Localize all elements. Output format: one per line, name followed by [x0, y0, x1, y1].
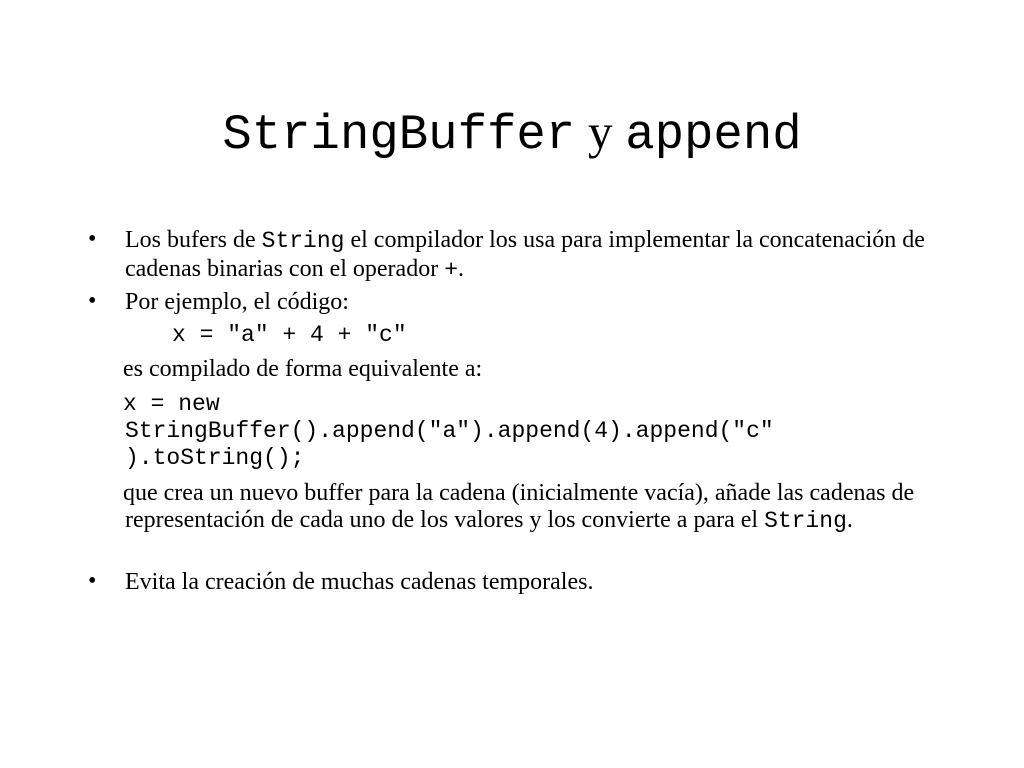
explanation-code: String — [764, 508, 847, 534]
bullet-text-3: Evita la creación de muchas cadenas temporales. — [125, 569, 594, 595]
code-example-line-1: x = new — [123, 391, 220, 417]
explanation-text: que crea un nuevo buffer para la cadena (inicialmente vacía), añade las cadenas de representación de cada uno de los valores y los convierte a para el — [123, 480, 915, 533]
bullet-1-text-start: Los bufers de — [125, 227, 262, 253]
bullet-marker-2: • — [88, 288, 97, 314]
bullet-1-text-end: . — [458, 256, 464, 282]
slide-title — [0, 100, 1024, 167]
bullet-marker-3: • — [88, 568, 97, 594]
code-example-short: x = "a" + 4 + "c" — [172, 322, 407, 348]
bullet-1-code: String — [261, 228, 345, 254]
compiled-description: es compilado de forma equivalente a: — [123, 356, 483, 382]
code-example-line-2: StringBuffer().append("a").append(4).append("c" — [125, 418, 774, 444]
explanation-paragraph — [123, 480, 940, 535]
bullet-1-text-middle: el compilador los usa para implementar la concatenación de cadenas binarias con el operador — [125, 227, 925, 282]
bullet-text-1 — [125, 226, 945, 284]
code-example-line-3: ).toString(); — [125, 445, 305, 471]
title-code-append: append — [625, 107, 802, 163]
bullet-marker-1: • — [88, 226, 97, 252]
explanation-end: . — [846, 507, 853, 533]
bullet-text-2: Por ejemplo, el código: — [125, 289, 349, 315]
bullet-1-operator: + — [444, 257, 458, 283]
title-connector: y — [587, 104, 613, 159]
title-code-stringbuffer: StringBuffer — [222, 107, 576, 163]
